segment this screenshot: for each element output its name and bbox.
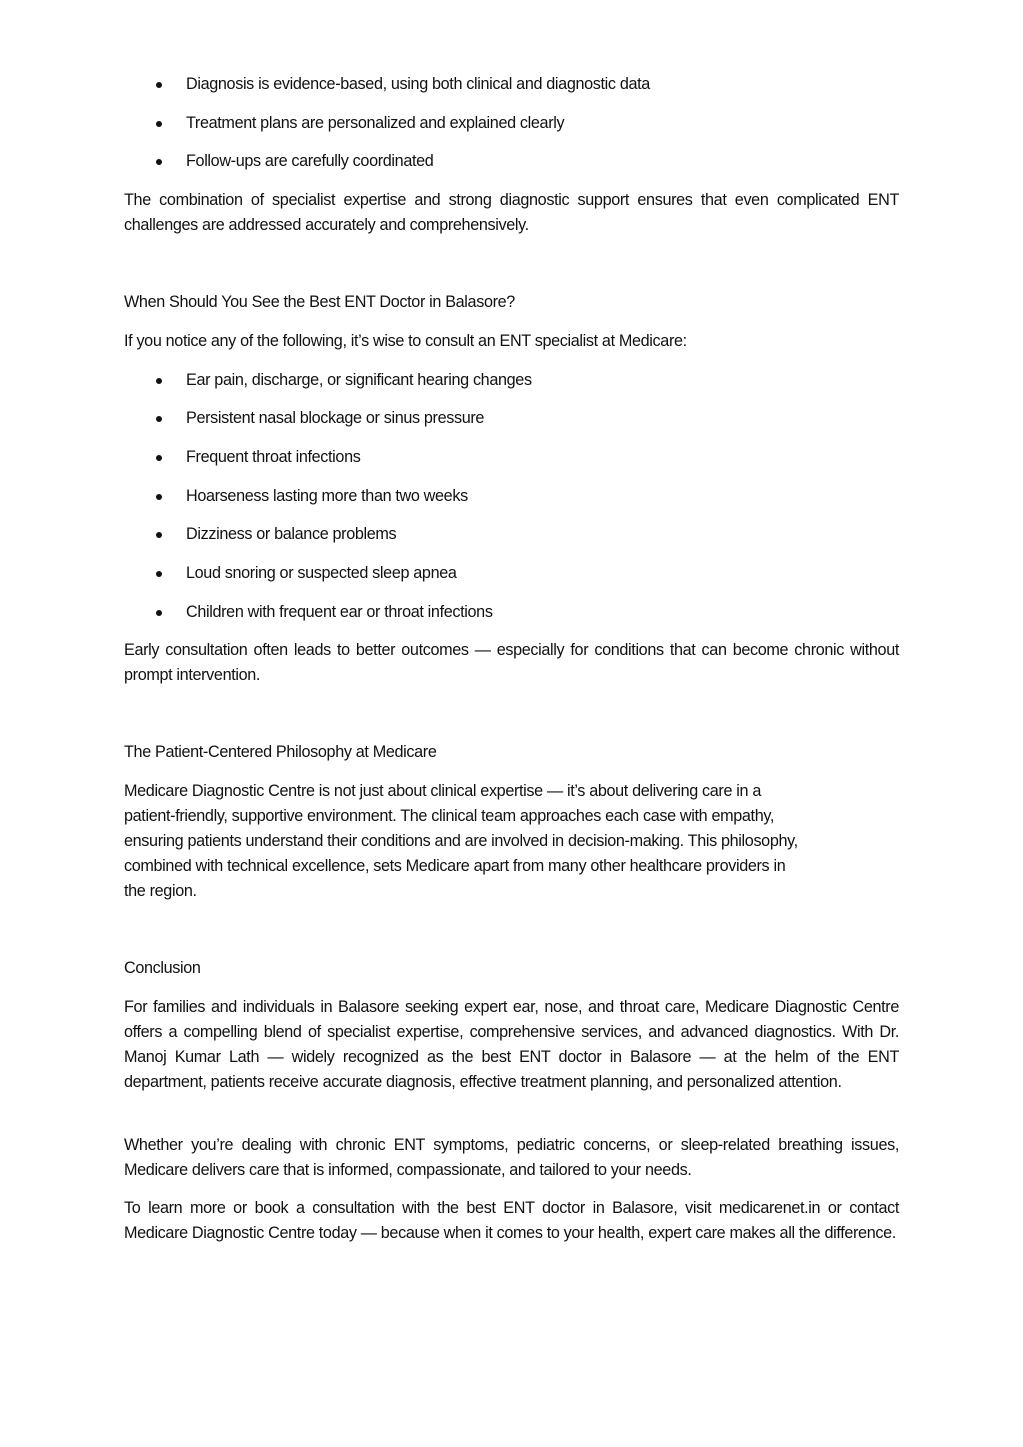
list-item xyxy=(124,406,899,431)
bullet-icon xyxy=(156,571,162,577)
list-item-text: Ear pain, discharge, or significant hearing changes xyxy=(186,371,532,389)
intro-paragraph: The combination of specialist expertise and strong diagnostic support ensures that even complicated ENT challenges are addressed accurately and comprehensively. xyxy=(124,191,899,234)
section-heading-philosophy: The Patient-Centered Philosophy at Medicare xyxy=(124,743,437,761)
philosophy-line: the region. xyxy=(124,882,197,900)
bullet-icon xyxy=(156,610,162,616)
bullet-icon xyxy=(156,159,162,165)
philosophy-line: combined with technical excellence, sets Medicare apart from many other healthcare providers in xyxy=(124,857,786,875)
list-item-text: Frequent throat infections xyxy=(186,448,361,466)
section-heading-when: When Should You See the Best ENT Doctor in Balasore? xyxy=(124,293,515,311)
bullet-icon xyxy=(156,82,162,88)
conclusion-paragraph-3: To learn more or book a consultation with the best ENT doctor in Balasore, visit medicarenet.in or contact Medicare Diagnostic Centre today — because when it comes to your health, expert care makes all the difference. xyxy=(124,1199,899,1242)
philosophy-line: ensuring patients understand their conditions and are involved in decision-making. This philosophy, xyxy=(124,832,798,850)
conclusion-paragraph-1: For families and individuals in Balasore seeking expert ear, nose, and throat care, Medicare Diagnostic Centre offers a compelling blend of specialist expertise, comprehensive services, and advanced diagnostics. With Dr. Manoj Kumar Lath — widely recognized as the best ENT doctor in Balasore — at the helm of the ENT department, patients receive accurate diagnosis, effective treatment planning, and personalized attention. xyxy=(124,998,899,1091)
list-item-text: Diagnosis is evidence-based, using both clinical and diagnostic data xyxy=(186,75,650,93)
list-item xyxy=(124,484,899,509)
bullet-icon xyxy=(156,378,162,384)
list-item xyxy=(124,72,899,97)
conclusion-paragraph-2: Whether you’re dealing with chronic ENT symptoms, pediatric concerns, or sleep-related breathing issues, Medicare delivers care that is informed, compassionate, and tailored to your needs. xyxy=(124,1136,899,1179)
bullet-icon xyxy=(156,494,162,500)
list-item xyxy=(124,368,899,393)
bullet-icon xyxy=(156,121,162,127)
list-item xyxy=(124,600,899,625)
list-item-text: Treatment plans are personalized and explained clearly xyxy=(186,114,565,132)
list-item-text: Loud snoring or suspected sleep apnea xyxy=(186,564,457,582)
list-item-text: Persistent nasal blockage or sinus pressure xyxy=(186,409,485,427)
list-item xyxy=(124,111,899,136)
when-closing-paragraph: Early consultation often leads to better outcomes — especially for conditions that can become chronic without prompt intervention. xyxy=(124,641,899,684)
philosophy-line: Medicare Diagnostic Centre is not just about clinical expertise — it’s about delivering care in a xyxy=(124,782,761,800)
bullet-icon xyxy=(156,532,162,538)
list-item-text: Hoarseness lasting more than two weeks xyxy=(186,487,468,505)
when-lead-text: If you notice any of the following, it’s wise to consult an ENT specialist at Medicare: xyxy=(124,332,687,350)
list-item xyxy=(124,561,899,586)
bullet-icon xyxy=(156,455,162,461)
list-item-text: Follow-ups are carefully coordinated xyxy=(186,152,434,170)
philosophy-line: patient-friendly, supportive environment. The clinical team approaches each case with empathy, xyxy=(124,807,775,825)
bullet-icon xyxy=(156,416,162,422)
list-item xyxy=(124,522,899,547)
list-item xyxy=(124,445,899,470)
list-item-text: Dizziness or balance problems xyxy=(186,525,397,543)
list-item xyxy=(124,149,899,174)
section-heading-conclusion: Conclusion xyxy=(124,959,201,977)
list-item-text: Children with frequent ear or throat infections xyxy=(186,603,493,621)
